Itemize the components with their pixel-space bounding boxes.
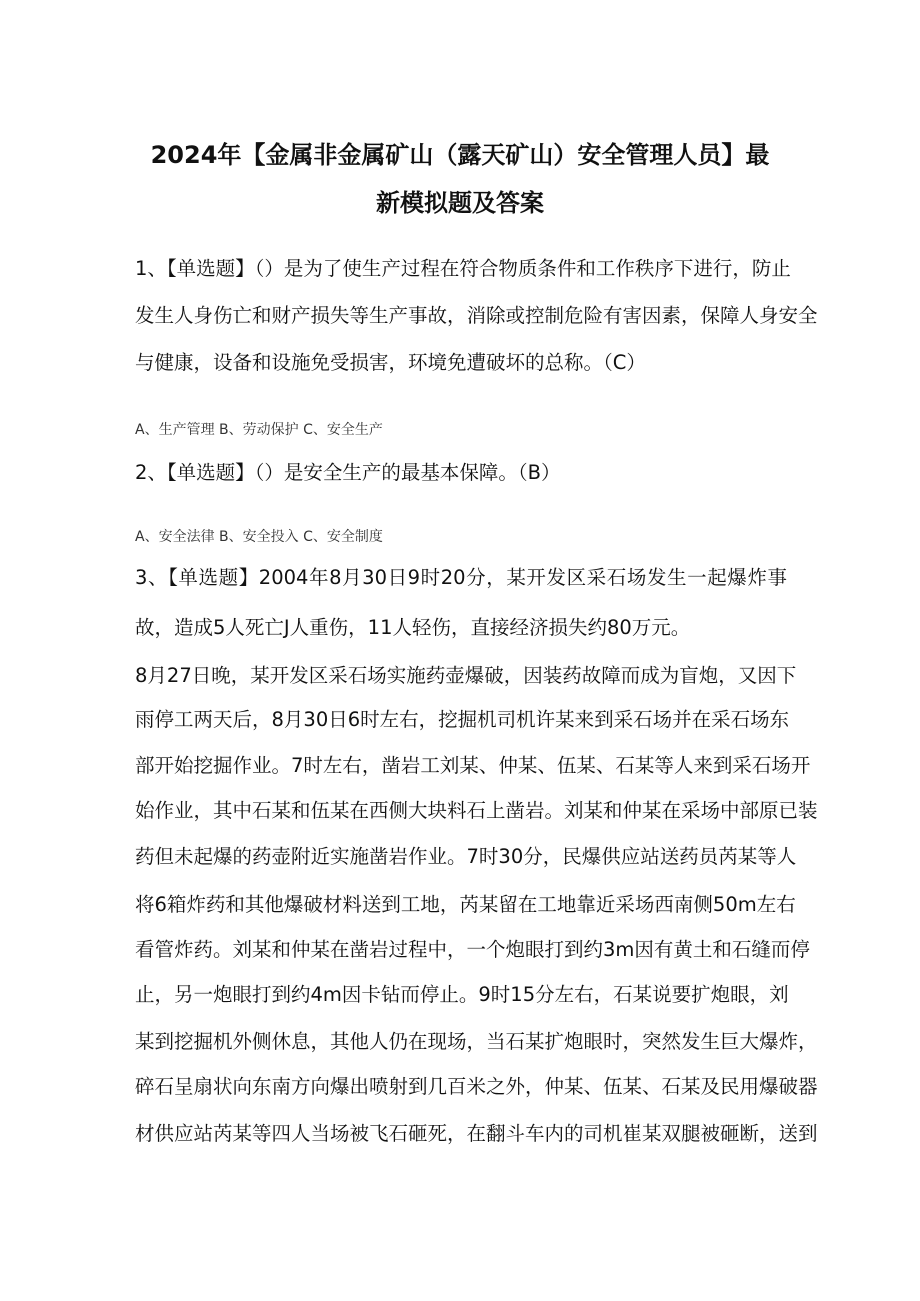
answer-options: A、安全法律 B、安全投入 C、安全制度 <box>135 529 383 545</box>
question-text-line: 雨停工两天后，8月30日6时左右，挖掘机司机许某来到采石场并在采石场东 <box>135 708 790 731</box>
question-text-line: 1、【单选题】（）是为了使生产过程在符合物质条件和工作秩序下进行，防止 <box>135 257 791 280</box>
question-text-line: 始作业，其中石某和伍某在西侧大块料石上凿岩。刘某和仲某在采场中部原已装 <box>135 799 818 822</box>
question-text-line: 故，造成5人死亡J人重伤，11人轻伤，直接经济损失约80万元。 <box>135 616 691 639</box>
question-text-line: 部开始挖掘作业。7时左右，凿岩工刘某、仲某、伍某、石某等人来到采石场开 <box>135 754 811 777</box>
question-text-line: 材供应站芮某等四人当场被飞石砸死，在翻斗车内的司机崔某双腿被砸断，送到 <box>135 1122 818 1145</box>
question-text-line: 某到挖掘机外侧休息，其他人仍在现场，当石某扩炮眼时，突然发生巨大爆炸， <box>135 1030 818 1053</box>
question-text-line: 2、【单选题】（）是安全生产的最基本保障。（B） <box>135 461 561 484</box>
title-line-2: 新模拟题及答案 <box>376 189 544 217</box>
title-line-1: 2024年【金属非金属矿山（露天矿山）安全管理人员】最 <box>150 141 770 169</box>
question-text-line: 药但未起爆的药壶附近实施凿岩作业。7时30分，民爆供应站送药员芮某等人 <box>135 845 797 868</box>
question-text-line: 止，另一炮眼打到约4m因卡钻而停止。9时15分左右，石某说要扩炮眼，刘 <box>135 983 789 1006</box>
question-text-line: 发生人身伤亡和财产损失等生产事故，消除或控制危险有害因素，保障人身安全 <box>135 304 818 327</box>
answer-options: A、生产管理 B、劳动保护 C、安全生产 <box>135 422 383 438</box>
question-text-line: 将6箱炸药和其他爆破材料送到工地，芮某留在工地靠近采场西南侧50m左右 <box>135 893 796 916</box>
question-text-line: 与健康，设备和设施免受损害，环境免遭破坏的总称。（C） <box>135 351 646 374</box>
question-text-line: 3、【单选题】2004年8月30日9时20分，某开发区采石场发生一起爆炸事 <box>135 566 787 589</box>
question-text-line: 看管炸药。刘某和仲某在凿岩过程中，一个炮眼打到约3m因有黄土和石缝而停 <box>135 938 810 961</box>
question-text-line: 碎石呈扇状向东南方向爆出喷射到几百米之外，仲某、伍某、石某及民用爆破器 <box>135 1075 818 1098</box>
question-text-line: 8月27日晚，某开发区采石场实施药壶爆破，因装药故障而成为盲炮，又因下 <box>135 664 797 687</box>
